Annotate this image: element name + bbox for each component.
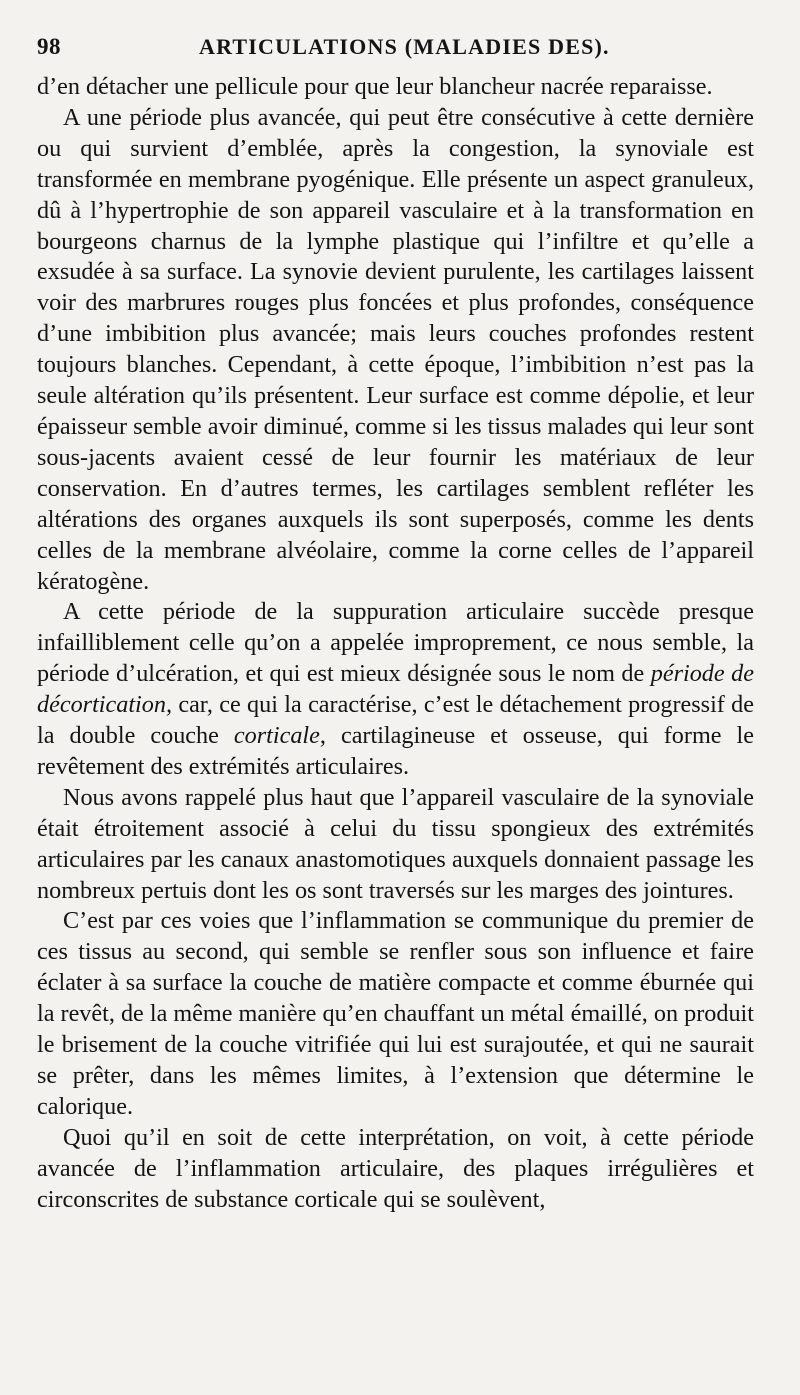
paragraph-5: C’est par ces voies que l’inflammation se communique du premier de ces tissus au second, qui semble se renfler sous son influence et faire éclater à sa surface la couche de matière compacte et comme éburnée qui la revêt, de la même manière qu’en chauffant un métal émaillé, on produit le brisement de la couche vitrifiée qui lui est surajoutée, et qui ne saurait se prêter, dans les mêmes limites, à l’extension que détermine le calorique. (37, 907, 754, 1120)
italic-term-decortication: période de décortication, (37, 660, 754, 719)
paragraph-3-text-b: car, ce qui la caractérise, c’est le détachement progressif de la double couche (37, 691, 754, 750)
body-text (37, 72, 754, 1216)
paragraph-4: Nous avons rappelé plus haut que l’appareil vasculaire de la synoviale était étroitement associé à celui du tissu spongieux des extrémités articulaires par les canaux anastomotiques auxquels donnaient passage les nombreux pertuis dont les os sont traversés sur les marges des jointures. (37, 783, 754, 904)
italic-term-corticale: corticale (233, 722, 320, 750)
paragraph-3-text-a: A cette période de la suppuration articulaire succède presque infailliblement celle qu’on a appelée improprement, ce nous semble, la période d’ulcération, et qui est mieux désignée sous le nom de (37, 598, 754, 688)
paragraph-2: A une période plus avancée, qui peut être consécutive à cette dernière ou qui survient d’emblée, après la congestion, la synoviale est transformée en membrane pyogénique. Elle présente un aspect granuleux, dû à l’hypertrophie de son appareil vasculaire et à la transformation en bourgeons charnus de la lymphe plastique qui l’infiltre et qu’elle a exsudée à sa surface. La synovie devient purulente, les cartilages laissent voir des marbrures rouges plus foncées et plus profondes, conséquence d’une imbibition plus avancée; mais leurs couches profondes restent toujours blanches. Cependant, à cette époque, l’imbibition n’est pas la seule altération qu’ils présentent. Leur surface est comme dépolie, et leur épaisseur semble avoir diminué, comme si les tissus malades qui leur sont sous-jacents avaient cessé de leur fournir les matériaux de leur conservation. En d’autres termes, les cartilages semblent refléter les altérations des organes auxquels ils sont superposés, comme les dents celles de la membrane alvéolaire, comme la corne celles de l’appareil kératogène. (37, 103, 754, 595)
paragraph-6: Quoi qu’il en soit de cette interprétation, on voit, à cette période avancée de l’inflammation articulaire, des plaques irrégulières et circonscrites de substance corticale qui se soulèvent, (37, 1123, 754, 1213)
paragraph-3 (37, 597, 754, 782)
paragraph-1: d’en détacher une pellicule pour que leur blancheur nacrée reparaisse. (37, 73, 713, 100)
running-title: ARTICULATIONS (MALADIES DES). (199, 34, 610, 59)
page-header (37, 28, 754, 72)
page-number: 98 (37, 34, 61, 59)
paragraph-3-text-c: , cartilagineuse et osseuse, qui forme le revêtement des extrémités articulaires. (37, 722, 754, 780)
